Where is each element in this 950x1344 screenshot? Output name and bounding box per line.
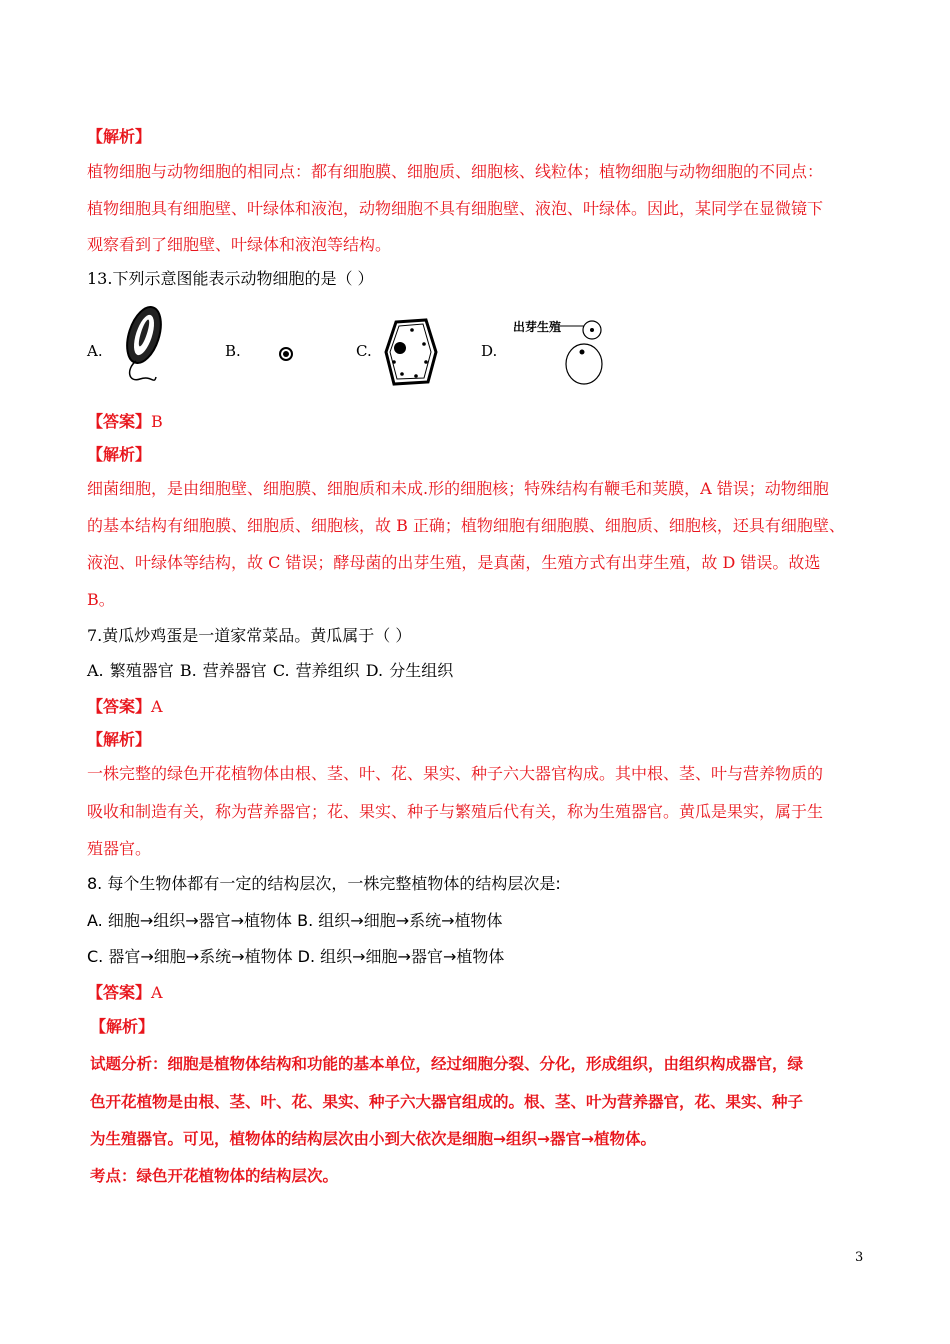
analysis-label: 【解析】 (87, 730, 152, 749)
analysis-line: 植物细胞与动物细胞的相同点：都有细胞膜、细胞质、细胞核、线粒体；植物细胞与动物细胞的不同点： (87, 162, 824, 181)
answer-label: 【答案】A (87, 983, 163, 1002)
yeast-figure (560, 316, 608, 388)
analysis-line: 试题分析：细胞是植物体结构和功能的基本单位，经过细胞分裂、分化，形成组织，由组织构成器官，绿 (90, 1055, 804, 1073)
answer-label: 【答案】A (87, 697, 163, 716)
page-number: 3 (855, 1250, 864, 1265)
option-c-label: C. (356, 342, 372, 360)
answer-value: B (151, 412, 163, 431)
question-8-options-2: C. 器官→细胞→系统→植物体 D. 组织→细胞→器官→植物体 (87, 947, 505, 966)
question-7: 7.黄瓜炒鸡蛋是一道家常菜品。黄瓜属于（ ） (87, 626, 412, 645)
answer-label: 【答案】B (87, 412, 163, 431)
analysis-line: 细菌细胞，是由细胞壁、细胞膜、细胞质和未成.形的细胞核；特殊结构有鞭毛和荚膜，A 错误；动物细胞 (87, 479, 829, 498)
option-d-label: D. (481, 342, 498, 360)
option-b-label: B. (225, 342, 241, 360)
animal-cell-figure (278, 346, 294, 362)
analysis-label: 【解析】 (90, 1017, 155, 1036)
question-8-options-1: A. 细胞→组织→器官→植物体 B. 组织→细胞→系统→植物体 (87, 911, 503, 930)
analysis-label: 【解析】 (87, 445, 152, 464)
analysis-line: 液泡、叶绿体等结构，故 C 错误；酵母菌的出芽生殖，是真菌，生殖方式有出芽生殖，故 D 错误。故选 (87, 553, 821, 572)
analysis-line: 观察看到了细胞壁、叶绿体和液泡等结构。 (87, 235, 392, 254)
option-a-label: A. (87, 342, 103, 360)
analysis-line: 殖器官。 (87, 839, 152, 858)
analysis-line: 吸收和制造有关，称为营养器官；花、果实、种子与繁殖后代有关，称为生殖器官。黄瓜是果实，属于生 (87, 802, 824, 821)
question-8: 8. 每个生物体都有一定的结构层次，一株完整植物体的结构层次是: (87, 874, 561, 893)
analysis-line: 考点：绿色开花植物体的结构层次。 (90, 1167, 339, 1185)
analysis-line: 为生殖器官。可见，植物体的结构层次由小到大依次是细胞→组织→器官→植物体。 (90, 1130, 656, 1148)
analysis-line: 植物细胞具有细胞壁、叶绿体和液泡，动物细胞不具有细胞壁、液泡、叶绿体。因此，某同学在显微镜下 (87, 199, 824, 218)
question-13: 13.下列示意图能表示动物细胞的是（ ） (87, 269, 374, 288)
plant-cell-figure (382, 316, 440, 388)
budding-label: 出芽生殖 (513, 320, 562, 334)
analysis-line: B。 (87, 590, 115, 609)
answer-value: A (151, 983, 163, 1002)
analysis-label: 【解析】 (87, 127, 152, 146)
answer-value: A (151, 697, 163, 716)
question-7-options: A. 繁殖器官 B. 营养器官 C. 营养组织 D. 分生组织 (87, 661, 454, 680)
bacterium-figure (118, 303, 170, 389)
analysis-line: 一株完整的绿色开花植物体由根、茎、叶、花、果实、种子六大器官构成。其中根、茎、叶与营养物质的 (87, 764, 824, 783)
analysis-line: 的基本结构有细胞膜、细胞质、细胞核，故 B 正确；植物细胞有细胞膜、细胞质、细胞核，还具有细胞壁、 (87, 516, 845, 535)
analysis-line: 色开花植物是由根、茎、叶、花、果实、种子六大器官组成的。根、茎、叶为营养器官，花、果实、种子 (90, 1093, 804, 1111)
